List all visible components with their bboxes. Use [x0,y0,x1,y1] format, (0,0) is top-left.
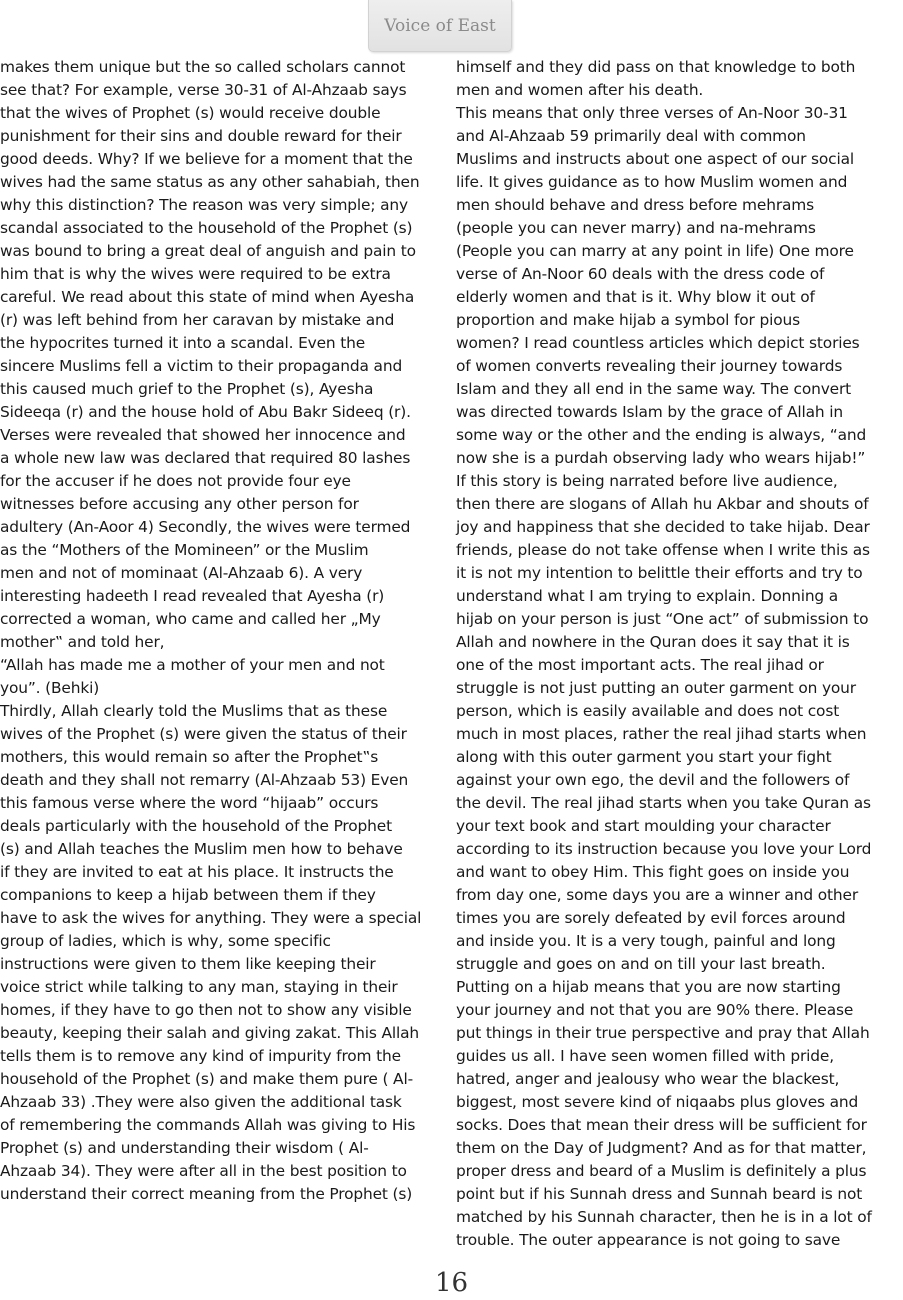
text-line: men and women after his death. [456,81,704,99]
text-line: see that? For example, verse 30-31 of Al-Ahzaab says [0,81,407,99]
text-line: household of the Prophet (s) and make them pure ( Al- [0,1070,413,1088]
text-line: (r) was left behind from her caravan by mistake and [0,311,395,329]
text-line: (people you can never marry) and na-mehrams [456,219,816,237]
text-line: joy and happiness that she decided to take hijab. Dear [456,518,870,536]
text-line: good deeds. Why? If we believe for a moment that the [0,150,413,168]
header-tab [368,0,512,52]
text-line: Ahzaab 33) .They were also given the additional task [0,1093,402,1111]
text-line: struggle is not just putting an outer garment on your [456,679,856,697]
text-line: voice strict while talking to any man, staying in their [0,978,398,996]
text-line: corrected a woman, who came and called her „My [0,610,381,628]
text-line: and Al-Ahzaab 59 primarily deal with common [456,127,806,145]
text-line: friends, please do not take offense when I write this as [456,541,870,559]
text-line: of remembering the commands Allah was giving to His [0,1116,416,1134]
text-line: “Allah has made me a mother of your men and not [0,656,385,674]
text-line: for the accuser if he does not provide four eye [0,472,351,490]
text-line: was bound to bring a great deal of anguish and pain to [0,242,416,260]
text-line: have to ask the wives for anything. They were a special [0,909,422,927]
text-line: wives of the Prophet (s) were given the status of their [0,725,407,743]
text-line: a whole new law was declared that required 80 lashes [0,449,411,467]
text-line: punishment for their sins and double reward for their [0,127,402,145]
text-line: Verses were revealed that showed her innocence and [0,426,406,444]
text-line: mother‟ and told her, [0,633,165,651]
text-line: some way or the other and the ending is always, “and [456,426,867,444]
text-line: himself and they did pass on that knowledge to both [456,58,856,76]
text-line: men should behave and dress before mehrams [456,196,814,214]
text-line: proportion and make hijab a symbol for pious [456,311,800,329]
text-line: wives had the same status as any other sahabiah, then [0,173,420,191]
text-line: elderly women and that is it. Why blow it out of [456,288,815,306]
text-line: much in most places, rather the real jihad starts when [456,725,867,743]
text-line: why this distinction? The reason was very simple; any [0,196,408,214]
text-line: instructions were given to them like keeping their [0,955,376,973]
text-line: this caused much grief to the Prophet (s), Ayesha [0,380,374,398]
text-line: women? I read countless articles which depict stories [456,334,860,352]
text-line: life. It gives guidance as to how Muslim women and [456,173,848,191]
text-line: socks. Does that mean their dress will be sufficient for [456,1116,867,1134]
text-line: according to its instruction because you love your Lord [456,840,872,858]
text-line: makes them unique but the so called scholars cannot [0,58,406,76]
text-line: trouble. The outer appearance is not going to save [456,1231,841,1249]
text-line: was directed towards Islam by the grace of Allah in [456,403,843,421]
text-line: Islam and they all end in the same way. The convert [456,380,852,398]
text-line: from day one, some days you are a winner and other [456,886,859,904]
publication-title: Voice of East [384,16,496,36]
text-line: and inside you. It is a very tough, painful and long [456,932,836,950]
text-line: understand their correct meaning from the Prophet (s) [0,1185,413,1203]
text-line: you”. (Behki) [0,679,100,697]
text-line: guides us all. I have seen women filled with pride, [456,1047,834,1065]
text-line: them on the Day of Judgment? And as for that matter, [456,1139,867,1157]
text-line: beauty, keeping their salah and giving zakat. This Allah [0,1024,419,1042]
page-number: 16 [434,1268,469,1298]
text-line: the devil. The real jihad starts when you take Quran as [456,794,871,812]
text-line: Prophet (s) and understanding their wisdom ( Al- [0,1139,369,1157]
text-line: matched by his Sunnah character, then he is in a lot of [456,1208,872,1226]
text-line: as the “Mothers of the Momineen” or the Muslim [0,541,369,559]
left-text-column [0,56,451,1206]
text-line: understand what I am trying to explain. Donning a [456,587,839,605]
right-text-column [456,56,903,1252]
text-line: Muslims and instructs about one aspect of our social [456,150,855,168]
text-line: the hypocrites turned it into a scandal. Even the [0,334,366,352]
text-line: now she is a purdah observing lady who wears hijab!” [456,449,866,467]
text-line: mothers, this would remain so after the Prophet‟s [0,748,379,766]
text-line: scandal associated to the household of the Prophet (s) [0,219,413,237]
text-line: against your own ego, the devil and the followers of [456,771,850,789]
text-line: adultery (An-Aoor 4) Secondly, the wives were termed [0,518,411,536]
text-line: point but if his Sunnah dress and Sunnah beard is not [456,1185,863,1203]
text-line: homes, if they have to go then not to show any visible [0,1001,412,1019]
text-line: group of ladies, which is why, some specific [0,932,331,950]
text-line: men and not of mominaat (Al-Ahzaab 6). A very [0,564,363,582]
text-line: death and they shall not remarry (Al-Ahzaab 53) Even [0,771,409,789]
text-line: Sideeqa (r) and the house hold of Abu Bakr Sideeq (r). [0,403,411,421]
text-line: Allah and nowhere in the Quran does it say that it is [456,633,850,651]
text-line: that the wives of Prophet (s) would receive double [0,104,381,122]
text-line: proper dress and beard of a Muslim is definitely a plus [456,1162,867,1180]
text-line: If this story is being narrated before live audience, [456,472,838,490]
text-line: then there are slogans of Allah hu Akbar and shouts of [456,495,869,513]
text-line: (s) and Allah teaches the Muslim men how to behave [0,840,403,858]
text-line: struggle and goes on and on till your last breath. [456,955,826,973]
text-line: hijab on your person is just “One act” of submission to [456,610,869,628]
text-line: of women converts revealing their journey towards [456,357,843,375]
text-line: companions to keep a hijab between them if they [0,886,376,904]
text-line: person, which is easily available and does not cost [456,702,840,720]
text-line: and want to obey Him. This fight goes on inside you [456,863,850,881]
text-line: hatred, anger and jealousy who wear the blackest, [456,1070,840,1088]
text-line: your journey and not that you are 90% there. Please [456,1001,854,1019]
text-line: if they are invited to eat at his place. It instructs the [0,863,394,881]
text-line: verse of An-Noor 60 deals with the dress code of [456,265,825,283]
text-line: This means that only three verses of An-Noor 30-31 [456,104,848,122]
text-line: interesting hadeeth I read revealed that Ayesha (r) [0,587,385,605]
text-line: your text book and start moulding your character [456,817,831,835]
text-line: one of the most important acts. The real jihad or [456,656,824,674]
text-line: him that is why the wives were required to be extra [0,265,391,283]
text-line: biggest, most severe kind of niqaabs plus gloves and [456,1093,859,1111]
text-line: along with this outer garment you start your fight [456,748,832,766]
text-line: Ahzaab 34). They were after all in the best position to [0,1162,407,1180]
text-line: put things in their true perspective and pray that Allah [456,1024,870,1042]
text-line: times you are sorely defeated by evil forces around [456,909,846,927]
text-line: (People you can marry at any point in life) One more [456,242,854,260]
text-line: Thirdly, Allah clearly told the Muslims that as these [0,702,388,720]
text-line: witnesses before accusing any other person for [0,495,359,513]
text-line: sincere Muslims fell a victim to their propaganda and [0,357,403,375]
text-line: Putting on a hijab means that you are now starting [456,978,841,996]
text-line: this famous verse where the word “hijaab” occurs [0,794,379,812]
text-line: deals particularly with the household of the Prophet [0,817,392,835]
text-line: careful. We read about this state of mind when Ayesha [0,288,415,306]
text-line: tells them is to remove any kind of impurity from the [0,1047,401,1065]
text-line: it is not my intention to belittle their efforts and try to [456,564,863,582]
